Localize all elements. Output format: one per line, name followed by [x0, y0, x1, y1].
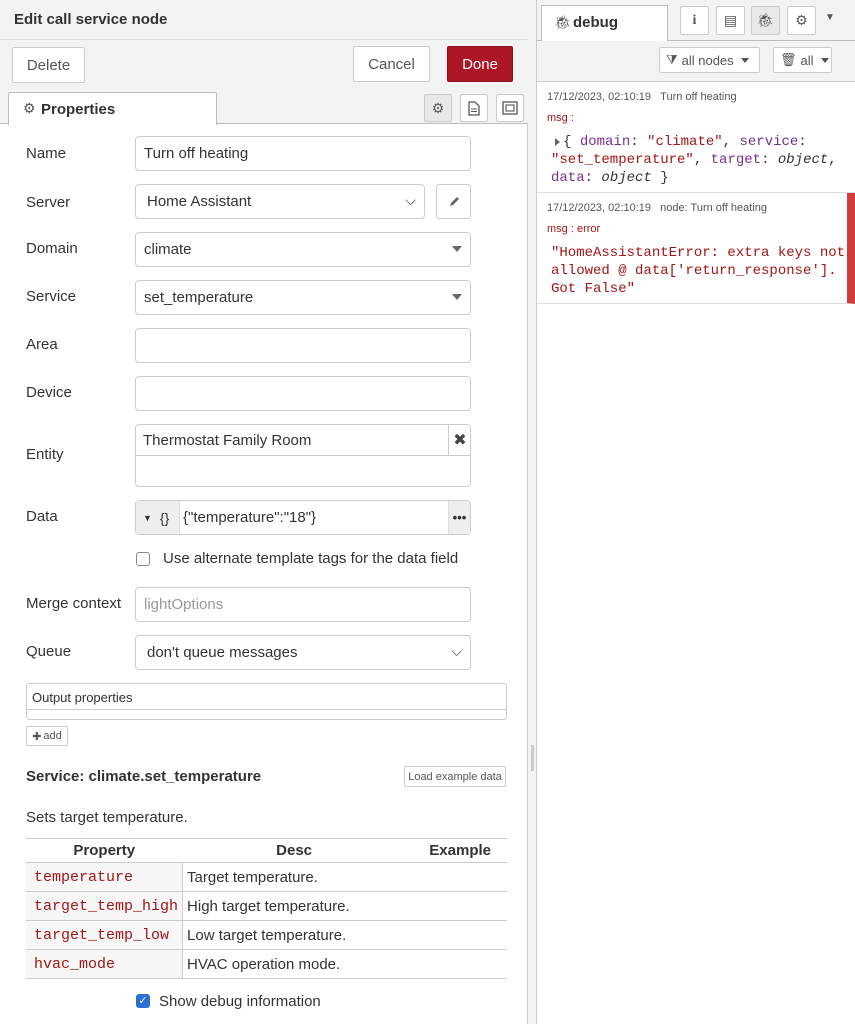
data-label: Data — [26, 508, 58, 525]
chevron-down-icon: ⌵ — [405, 192, 416, 208]
error-text — [551, 244, 851, 298]
check-icon: ✓ — [138, 995, 148, 1007]
gear-icon: ⚙ — [431, 99, 445, 116]
service-select[interactable] — [135, 280, 471, 315]
output-properties-list — [26, 683, 507, 720]
message-source: Turn off heating — [660, 91, 737, 103]
message-payload: { domain: "climate", service: "set_temperature", target: object, data: object } — [551, 134, 837, 186]
ellipsis-icon: ••• — [452, 510, 467, 525]
tab-help[interactable] — [716, 6, 745, 35]
area-label: Area — [26, 336, 58, 353]
json-key: domain — [579, 134, 631, 150]
table-row — [26, 921, 507, 950]
server-value: Home Assistant — [147, 193, 252, 210]
load-example-button[interactable]: Load example data — [404, 766, 506, 787]
entity-divider — [136, 455, 470, 456]
gear-icon: ⚙ — [23, 100, 36, 116]
output-properties-header: Output properties — [32, 690, 133, 705]
plus-icon: ✚ — [32, 730, 42, 743]
close-icon: ✖ — [453, 432, 467, 449]
queue-value: don't queue messages — [147, 644, 298, 661]
message-topic: msg : — [547, 112, 574, 124]
merge-context-label: Merge context — [26, 595, 122, 612]
message-topic: msg : error — [547, 223, 601, 235]
service-description: Sets target temperature. — [26, 809, 188, 826]
brace-open: { — [563, 134, 580, 150]
done-button[interactable]: Done — [447, 46, 513, 82]
dialog-title: Edit call service node — [14, 11, 168, 28]
debug-message[interactable] — [537, 82, 855, 193]
device-label: Device — [26, 384, 72, 401]
tab-info[interactable] — [680, 6, 709, 35]
filter-nodes-button[interactable] — [659, 47, 760, 73]
merge-context-input[interactable]: lightOptions — [135, 587, 471, 622]
message-timestamp: 17/12/2023, 02:10:19 — [547, 202, 651, 214]
service-title: Service: climate.set_temperature — [26, 768, 262, 785]
message-meta — [547, 91, 737, 103]
tab-settings[interactable] — [424, 94, 452, 122]
column-header: Property — [26, 839, 183, 863]
table-row — [26, 950, 507, 979]
filter-label: all nodes — [681, 52, 734, 68]
message-timestamp: 17/12/2023, 02:10:19 — [547, 91, 651, 103]
desc-cell: Target temperature. — [183, 863, 406, 892]
queue-select[interactable] — [135, 635, 471, 670]
server-label: Server — [26, 194, 71, 211]
domain-select[interactable] — [135, 232, 471, 267]
service-label: Service — [26, 288, 77, 305]
json-key: service — [739, 134, 799, 150]
data-value: {"temperature":"18"} — [183, 509, 317, 526]
property-cell: target_temp_low — [26, 921, 183, 950]
alt-tags-label: Use alternate template tags for the data field — [163, 550, 459, 567]
json-key: target — [710, 152, 762, 168]
sidebar-menu-button[interactable] — [825, 12, 835, 23]
pencil-icon — [448, 196, 460, 208]
sidebar-splitter[interactable] — [528, 0, 537, 1024]
service-value: set_temperature — [144, 289, 254, 306]
error-line: "HomeAssistantError: extra keys not — [551, 245, 846, 261]
desc-cell: HVAC operation mode. — [183, 950, 406, 979]
desc-cell: Low target temperature. — [183, 921, 406, 950]
output-properties-divider — [27, 709, 506, 710]
device-input[interactable] — [135, 376, 471, 411]
caret-down-icon — [741, 58, 749, 63]
message-source: node: Turn off heating — [660, 202, 767, 214]
tab-config[interactable] — [787, 6, 816, 35]
cancel-button[interactable]: Cancel — [353, 46, 430, 82]
property-cell: hvac_mode — [26, 950, 183, 979]
chevron-down-icon: ⌵ — [451, 643, 462, 659]
bug-icon: 🐞︎ — [554, 14, 572, 30]
json-value: object — [601, 170, 652, 186]
json-value: "set_temperature" — [551, 152, 694, 168]
alt-tags-checkbox[interactable] — [136, 552, 150, 566]
tab-debug[interactable] — [541, 5, 668, 41]
tab-properties-label: Properties — [41, 101, 116, 118]
tab-appearance[interactable] — [496, 94, 524, 122]
show-debug-checkbox[interactable] — [136, 994, 150, 1008]
table-header-row — [26, 839, 507, 863]
tab-properties[interactable] — [8, 92, 217, 125]
show-debug-label: Show debug information — [159, 993, 321, 1010]
clear-messages-button[interactable] — [773, 47, 832, 73]
column-header: Example — [406, 839, 507, 863]
tab-description[interactable] — [460, 94, 488, 122]
example-cell — [406, 892, 507, 921]
caret-down-icon — [821, 58, 829, 63]
appearance-icon — [502, 101, 518, 115]
server-select[interactable] — [135, 184, 425, 219]
trash-icon: 🗑︎ — [780, 52, 797, 67]
book-icon: ▤ — [723, 12, 738, 28]
json-value: "climate" — [647, 134, 723, 150]
tab-debug-icon[interactable] — [751, 6, 780, 35]
name-label: Name — [26, 145, 67, 162]
example-cell — [406, 950, 507, 979]
domain-value: climate — [144, 241, 192, 258]
desc-cell: High target temperature. — [183, 892, 406, 921]
column-header: Desc — [183, 839, 406, 863]
example-cell — [406, 921, 507, 950]
file-icon — [468, 101, 480, 116]
json-type-icon: {} — [159, 509, 170, 526]
tab-debug-label: debug — [573, 14, 618, 31]
caret-down-icon: ▼ — [825, 12, 835, 23]
entity-selector[interactable] — [135, 424, 471, 487]
data-type-selector[interactable] — [136, 501, 180, 534]
drag-handle[interactable] — [531, 745, 534, 771]
property-cell: target_temp_high — [26, 892, 183, 921]
clear-label: all — [800, 52, 814, 68]
error-line: Got False" — [551, 281, 636, 297]
caret-down-icon — [452, 246, 462, 252]
bug-icon: 🐞︎ — [756, 12, 775, 28]
data-typed-input[interactable] — [135, 500, 471, 535]
name-input[interactable]: Turn off heating — [135, 136, 471, 171]
caret-down-icon — [452, 294, 462, 300]
message-meta — [547, 202, 767, 214]
debug-error-message[interactable] — [537, 193, 855, 304]
filter-icon: ⧩ — [666, 52, 678, 67]
expand-editor-button[interactable] — [448, 501, 470, 534]
area-input[interactable] — [135, 328, 471, 363]
queue-label: Queue — [26, 643, 72, 660]
service-fields-table — [26, 838, 507, 979]
add-output-property-button[interactable] — [26, 726, 68, 746]
property-cell: temperature — [26, 863, 183, 892]
add-label: add — [43, 730, 62, 742]
table-row — [26, 892, 507, 921]
delete-button[interactable]: Delete — [12, 47, 85, 83]
edit-server-button[interactable] — [436, 184, 471, 219]
error-line: allowed @ data['return_response']. — [551, 263, 837, 279]
entity-label: Entity — [26, 446, 64, 463]
brace-close: } — [651, 170, 669, 186]
table-row — [26, 863, 507, 892]
entity-tag: Thermostat Family Room — [143, 432, 312, 449]
info-icon: i — [692, 12, 697, 28]
caret-down-icon: ▼ — [143, 512, 152, 523]
clear-entity-button[interactable] — [448, 425, 471, 455]
json-key: data — [551, 170, 585, 186]
domain-label: Domain — [26, 240, 78, 257]
example-cell — [406, 863, 507, 892]
gear-icon: ⚙ — [795, 12, 808, 28]
json-value: object — [777, 152, 829, 168]
